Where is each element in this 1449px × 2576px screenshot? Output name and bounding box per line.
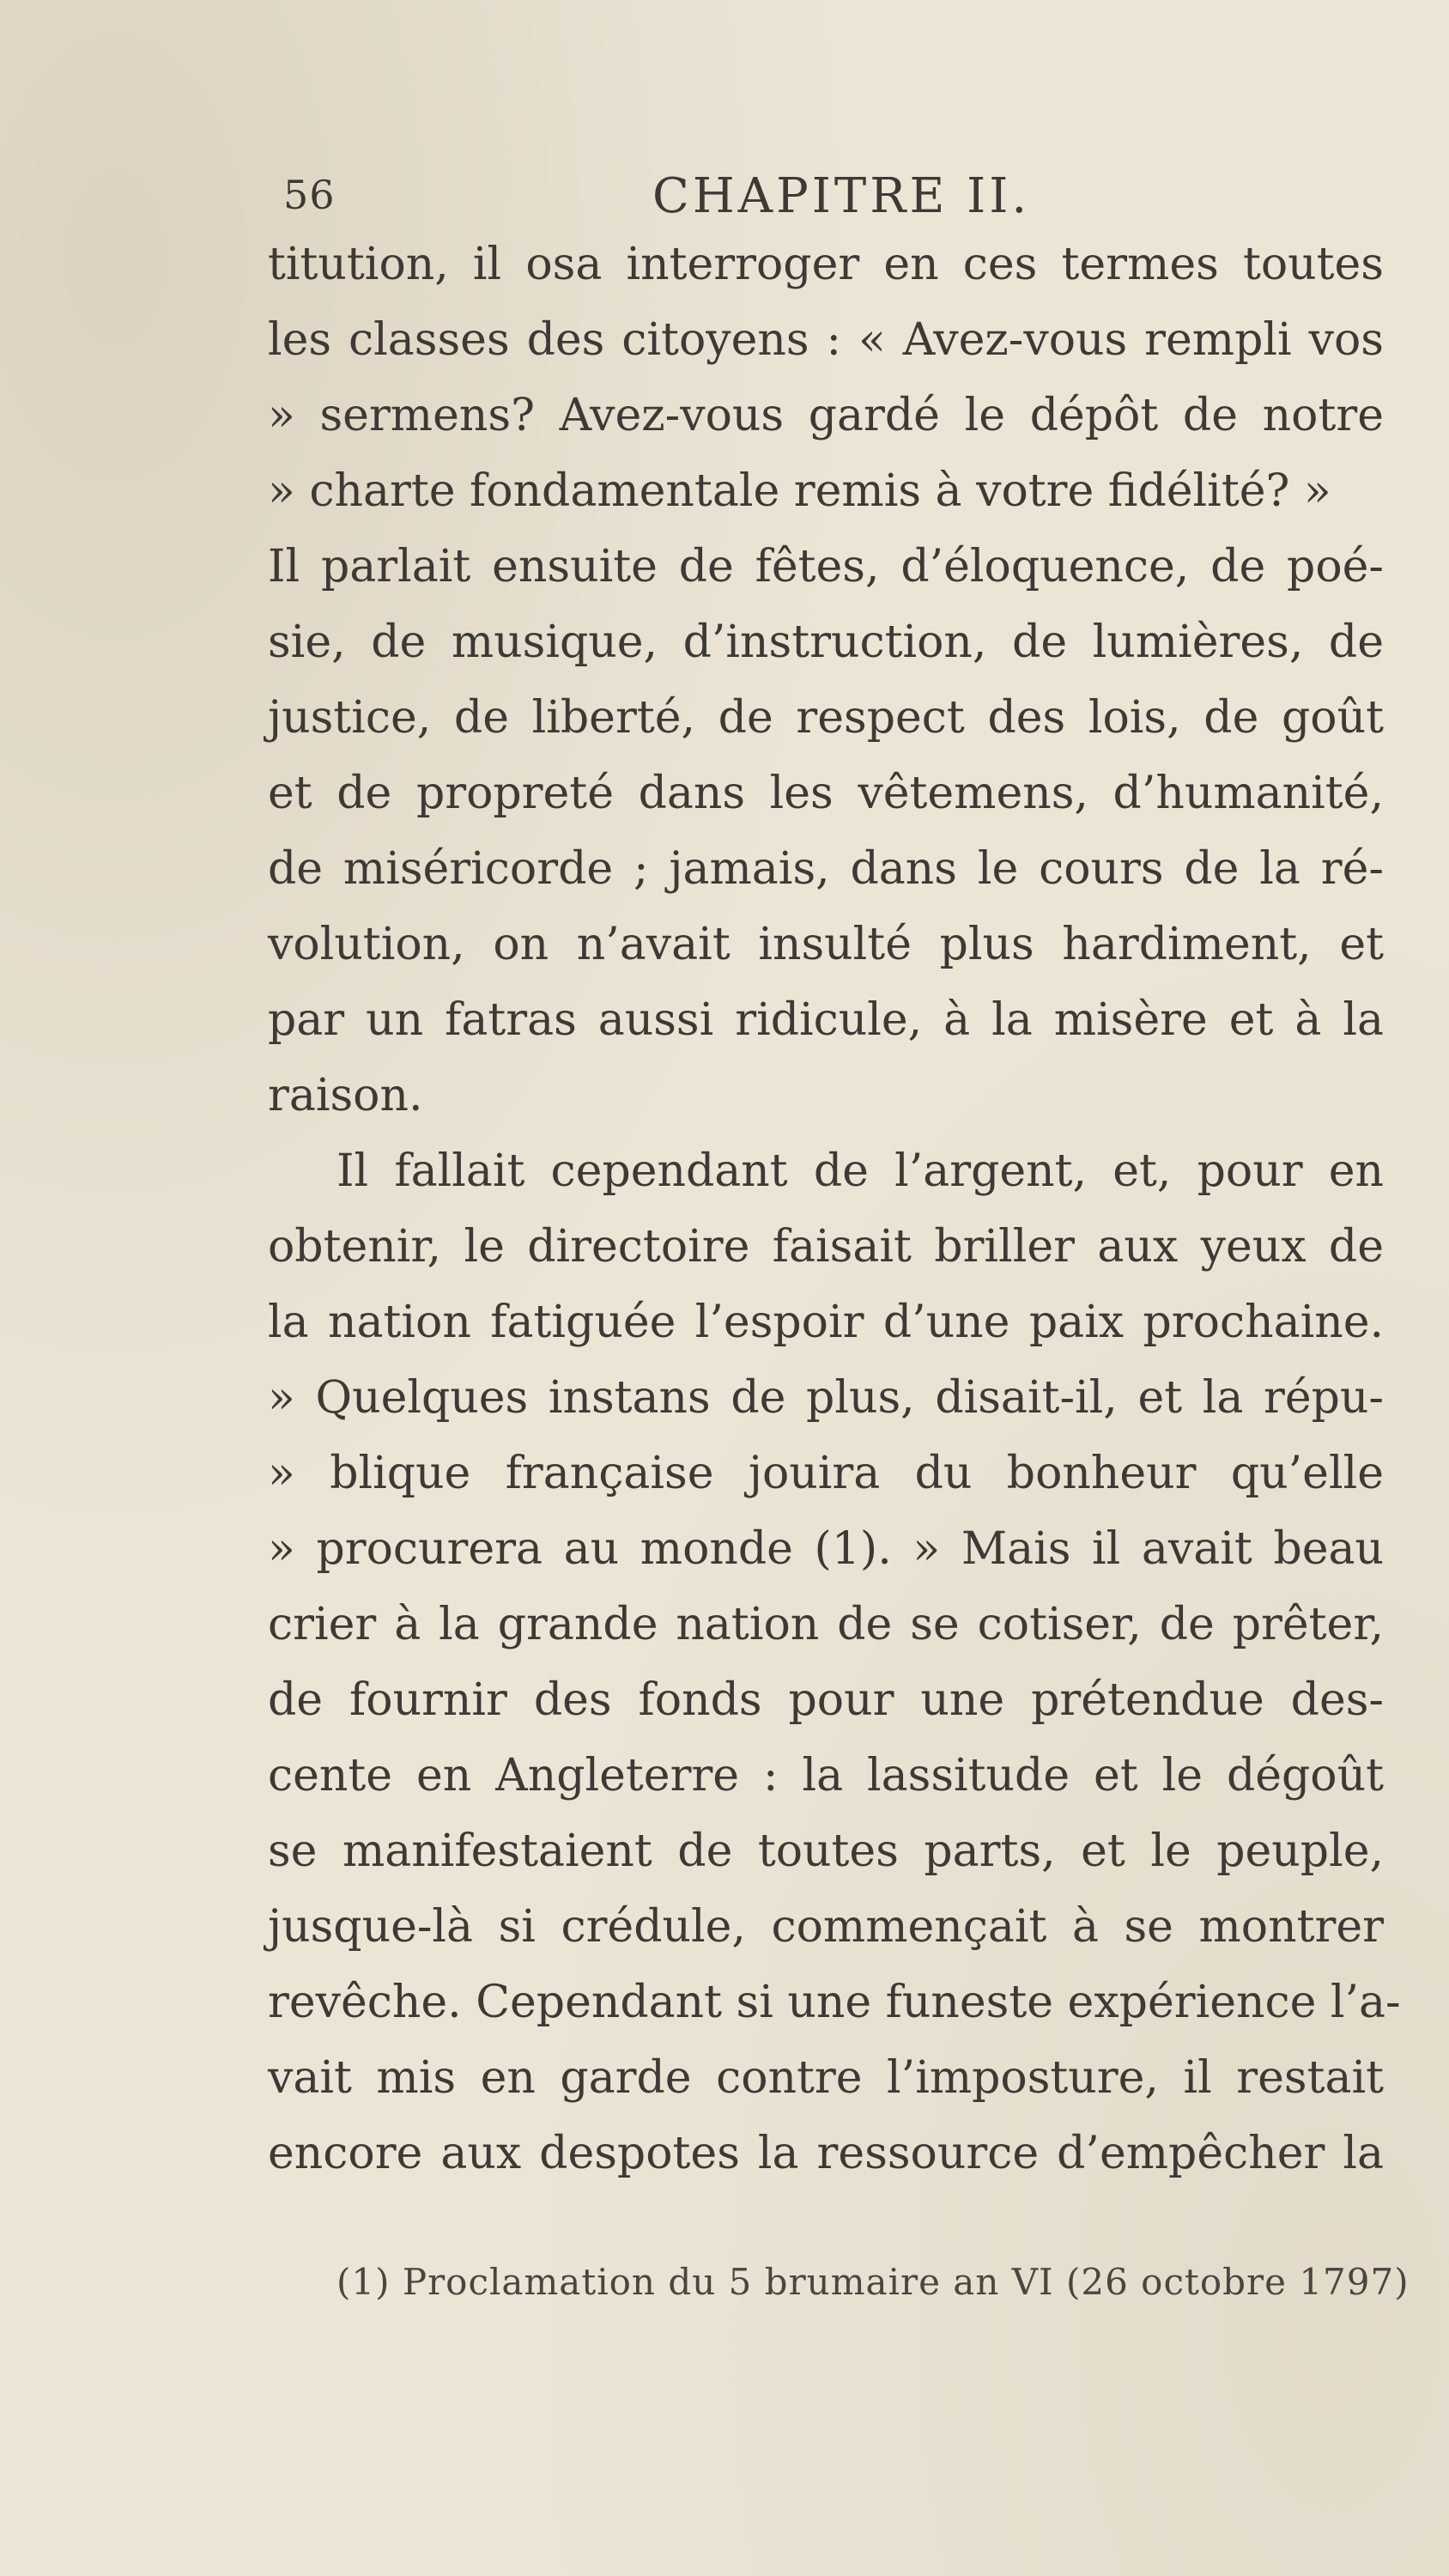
paragraph-end-line: raison. [268, 1070, 423, 1121]
text-line: se manifestaient de toutes parts, et le peuple, [268, 1826, 1384, 1877]
page-header [283, 168, 1425, 228]
running-head: CHAPITRE II. [652, 168, 1031, 224]
text-line: titution, il osa interroger en ces termes toutes [268, 239, 1384, 290]
text-line: jusque-là si crédule, commençait à se montrer [268, 1901, 1384, 1953]
text-line: revêche. Cependant si une funeste expérience l’a- [268, 1977, 1401, 2028]
text-line: sie, de musique, d’instruction, de lumières, de [268, 617, 1384, 668]
text-line: cente en Angleterre : la lassitude et le dégoût [268, 1750, 1384, 1801]
page-number: 56 [283, 172, 336, 218]
text-line: Il parlait ensuite de fêtes, d’éloquence, de poé- [268, 541, 1384, 592]
text-line: et de propreté dans les vêtemens, d’humanité, [268, 768, 1384, 819]
text-line: la nation fatiguée l’espoir d’une paix prochaine. [268, 1297, 1384, 1348]
text-line: volution, on n’avait insulté plus hardiment, et [268, 919, 1384, 970]
text-line: de fournir des fonds pour une prétendue des- [268, 1674, 1384, 1726]
text-line: » charte fondamentale remis à votre fidélité? » [268, 465, 1331, 517]
text-line: les classes des citoyens : « Avez-vous rempli vos [268, 314, 1384, 366]
footnote: (1) Proclamation du 5 brumaire an VI (26 octobre 1797) [336, 2261, 1410, 2303]
text-line: de miséricorde ; jamais, dans le cours de la ré- [268, 843, 1384, 895]
text-line: crier à la grande nation de se cotiser, de prêter, [268, 1599, 1384, 1650]
text-line: obtenir, le directoire faisait briller aux yeux de [268, 1221, 1384, 1273]
text-line: » Quelques instans de plus, disait-il, et la répu- [268, 1372, 1384, 1424]
text-line: » sermens? Avez-vous gardé le dépôt de notre [268, 390, 1384, 441]
text-line: » procurera au monde (1). » Mais il avait beau [268, 1523, 1384, 1575]
text-line: vait mis en garde contre l’imposture, il restait [268, 2052, 1384, 2104]
text-line: par un fatras aussi ridicule, à la misère et à la [268, 994, 1384, 1046]
text-line: » blique française jouira du bonheur qu’elle [268, 1448, 1384, 1499]
text-line: justice, de liberté, de respect des lois, de goût [268, 692, 1384, 744]
body-text [268, 227, 1401, 2191]
text-line: encore aux despotes la ressource d’empêcher la [268, 2128, 1384, 2179]
paragraph-start-line: Il fallait cependant de l’argent, et, pour en [336, 1145, 1384, 1197]
